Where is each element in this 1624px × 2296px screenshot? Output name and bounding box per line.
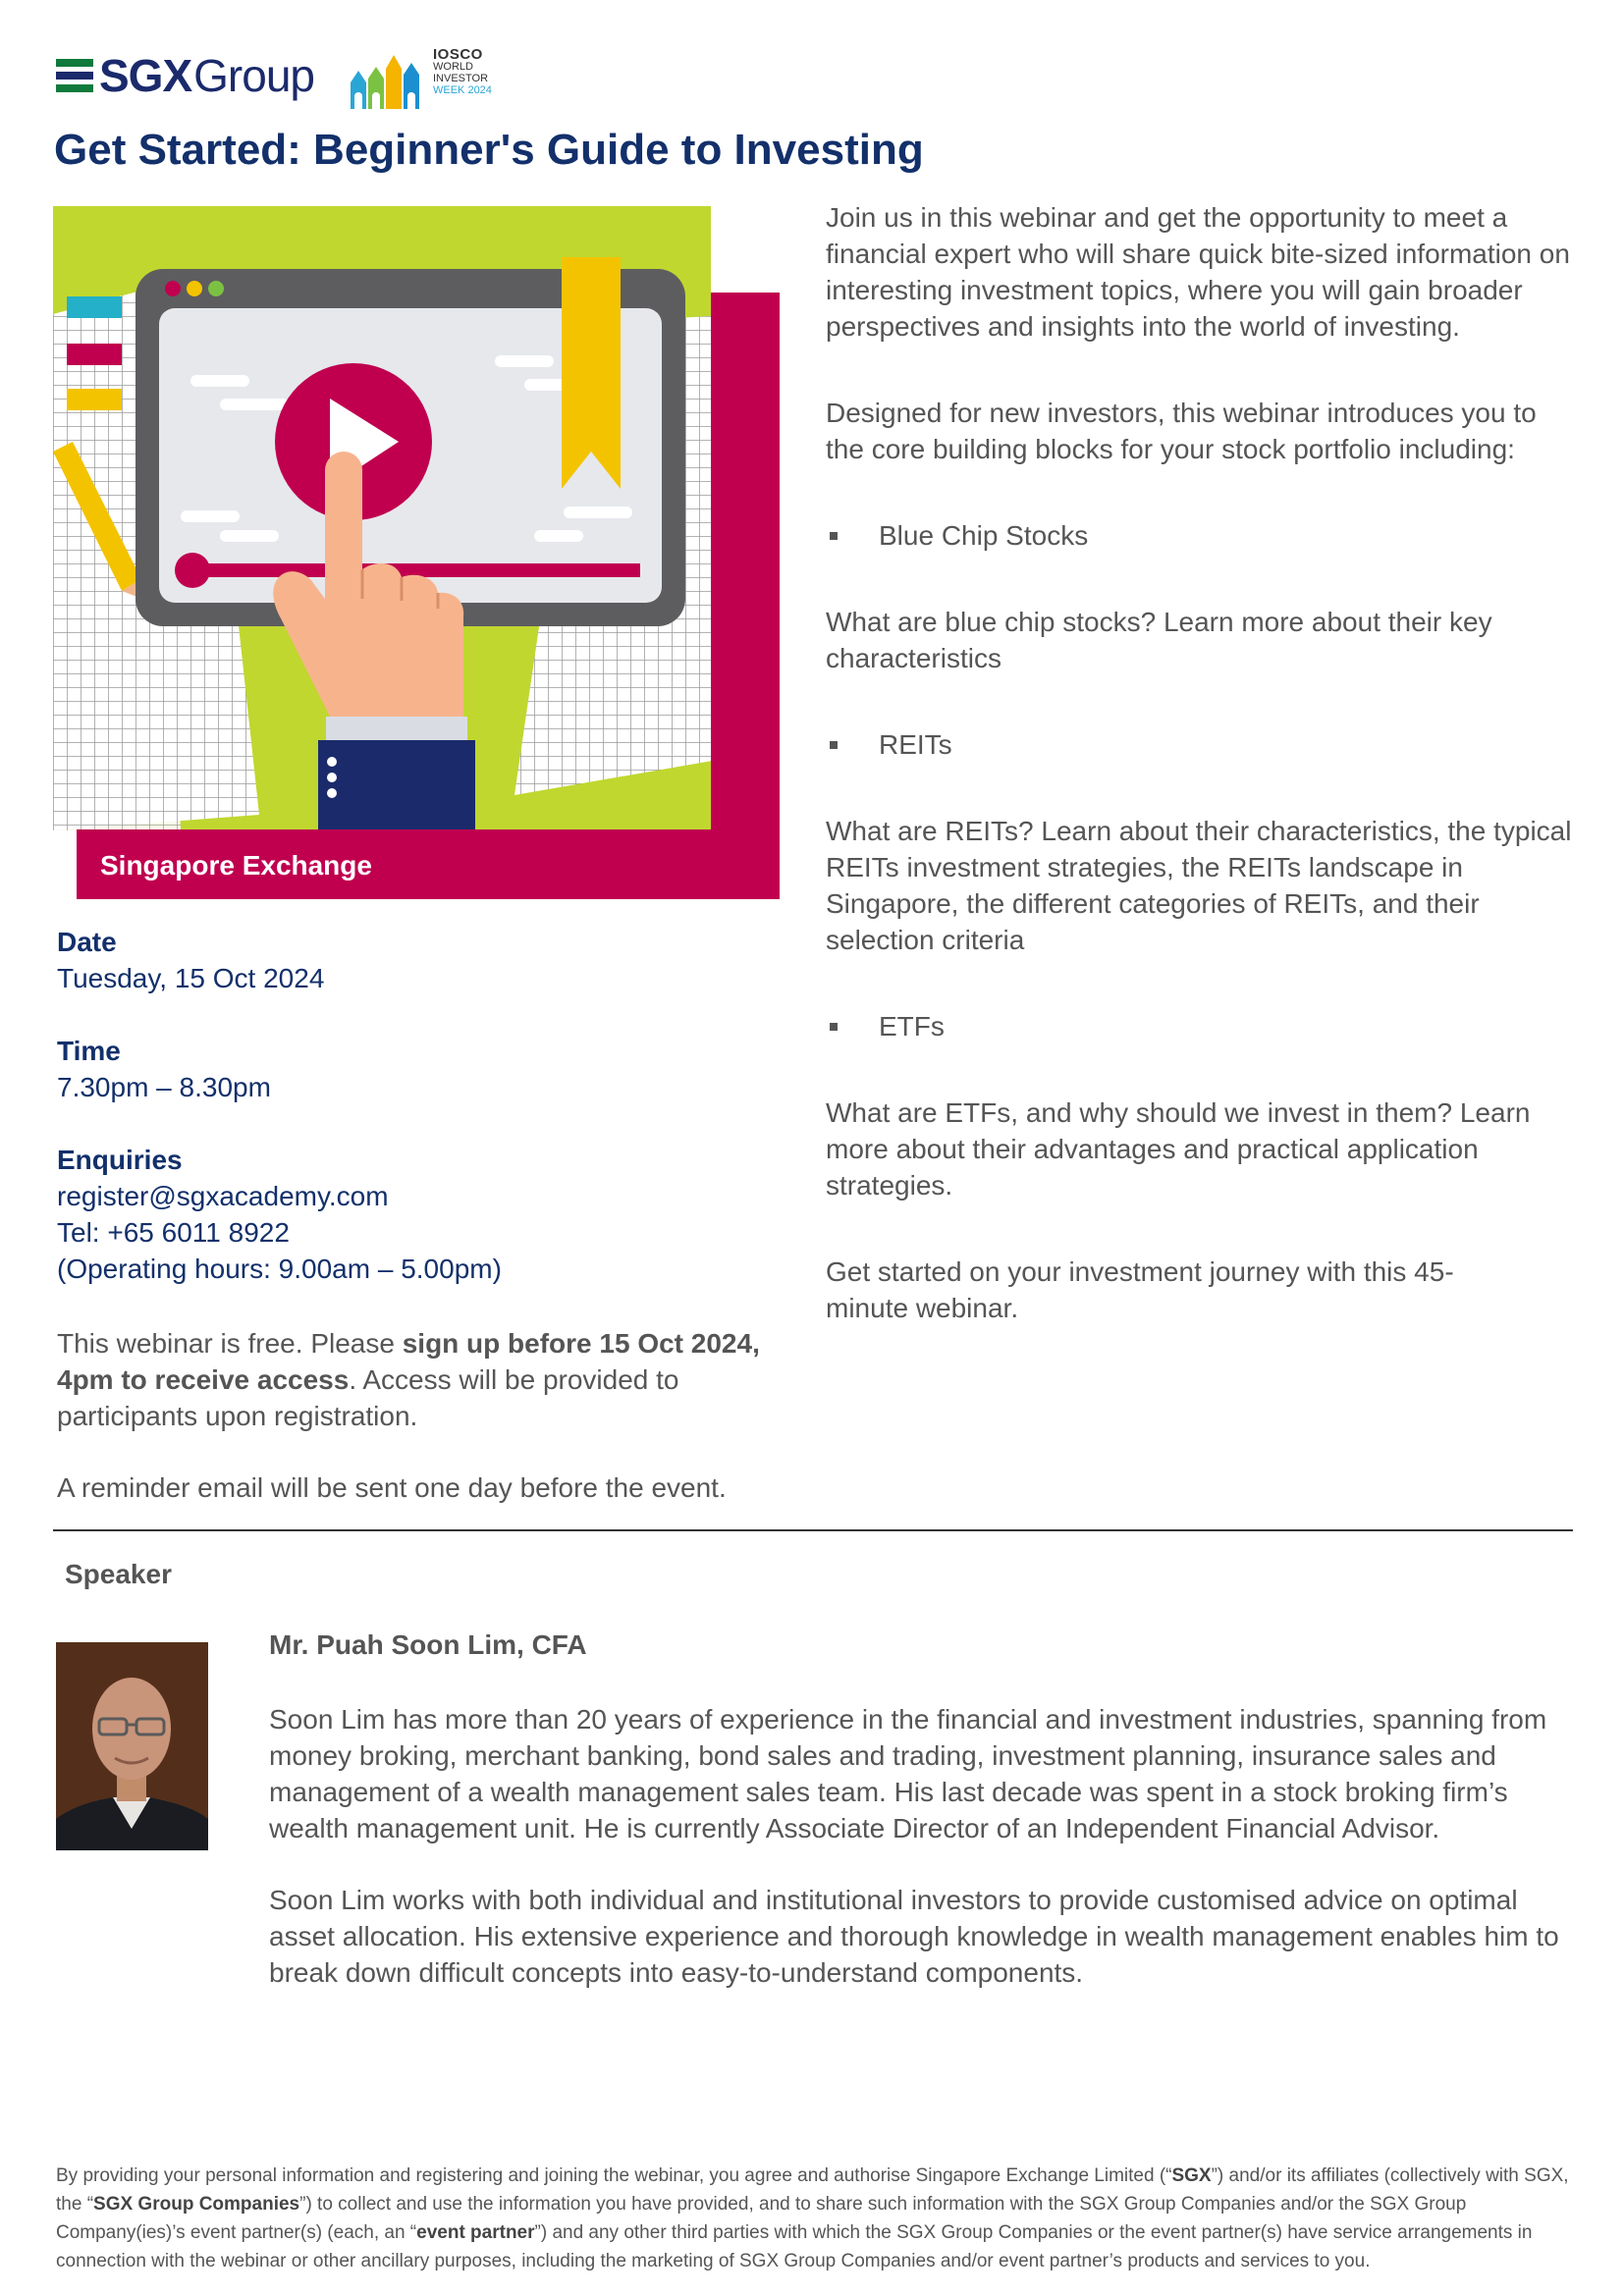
speaker-name: Mr. Puah Soon Lim, CFA	[269, 1629, 587, 1660]
pencils-icon	[347, 35, 431, 114]
enquiries-tel: Tel: +65 6011 8922	[57, 1217, 290, 1248]
bullet-square-icon	[830, 1023, 838, 1031]
hero-caption-text: Singapore Exchange	[100, 850, 372, 881]
time-label: Time	[57, 1036, 121, 1066]
topic-text: What are ETFs, and why should we invest in them? Learn more about their advantages and practical application strategies.	[826, 1097, 1531, 1201]
intro-paragraph: Join us in this webinar and get the opportunity to meet a financial expert who will share quick bite-sized information on interesting investment topics, where you will gain broader perspectives and insights into the world of investing.	[826, 202, 1570, 342]
reminder-note: A reminder email will be sent one day before the event.	[57, 1472, 727, 1503]
topic-title: ETFs	[879, 1011, 945, 1041]
hero-caption-banner	[77, 829, 780, 899]
iosco-logo-text: IOSCO WORLD INVESTOR WEEK 2024	[433, 46, 492, 96]
privacy-disclaimer: By providing your personal information and registering and joining the webinar, you agree and authorise Singapore Exchange Limited (“SGX”) and/or its affiliates (collectively with SGX, the “SGX Group Companies”) to collect and use the information you have provided, and to share such information with the SGX Group Companies and/or the SGX Group Company(ies)’s event partner(s) (each, an “event partner”) and any other third parties with which the SGX Group Companies or the event partner(s) have service arrangements in connection with the webinar or other ancillary purposes, including the marketing of SGX Group Companies and/or event partner’s products and services to you.	[56, 2165, 1569, 2271]
topic-bullet	[826, 1008, 1572, 1044]
time-value: 7.30pm – 8.30pm	[57, 1072, 271, 1102]
topic-bullet	[826, 517, 1572, 554]
video-play-illustration	[53, 206, 780, 899]
bullet-square-icon	[830, 741, 838, 749]
bullet-square-icon	[830, 532, 838, 540]
designed-paragraph: Designed for new investors, this webinar introduces you to the core building blocks for your stock portfolio including:	[826, 398, 1537, 464]
iosco-world-investor-week-logo	[347, 35, 494, 114]
group-logo-text: Group	[193, 50, 315, 101]
registration-note: This webinar is free. Please sign up before 15 Oct 2024, 4pm to receive access. Access will be provided to participants upon registration.	[57, 1328, 760, 1431]
closing-paragraph: Get started on your investment journey with this 45-minute webinar.	[826, 1256, 1454, 1323]
speaker-portrait	[56, 1642, 208, 1850]
page-title: Get Started: Beginner's Guide to Investing	[54, 126, 924, 174]
enquiries-email[interactable]: register@sgxacademy.com	[57, 1181, 389, 1211]
topic-bullet	[826, 726, 1572, 763]
topic-text: What are blue chip stocks? Learn more about their key characteristics	[826, 607, 1492, 673]
speaker-bio-paragraph: Soon Lim works with both individual and institutional investors to provide customised advice on optimal asset allocation. His extensive experience and thorough knowledge in wealth management enables him to break down difficult concepts into easy-to-understand components.	[269, 1885, 1559, 1988]
speaker-heading: Speaker	[65, 1559, 172, 1589]
topic-title: Blue Chip Stocks	[879, 520, 1089, 551]
sgx-logo-text: SGX	[99, 50, 192, 101]
signup-deadline: sign up before 15 Oct 2024, 4pm to receive access	[57, 1328, 760, 1395]
hero-illustration	[53, 206, 780, 899]
date-value: Tuesday, 15 Oct 2024	[57, 963, 325, 993]
enquiries-label: Enquiries	[57, 1145, 183, 1175]
topic-title: REITs	[879, 729, 952, 760]
date-label: Date	[57, 927, 117, 957]
webinar-description	[826, 199, 1572, 1326]
section-divider	[53, 1529, 1573, 1531]
speaker-photo	[56, 1642, 208, 1850]
sgx-group-logo	[56, 51, 314, 100]
enquiries-hours: (Operating hours: 9.00am – 5.00pm)	[57, 1254, 502, 1284]
speaker-bio-paragraph: Soon Lim has more than 20 years of experience in the financial and investment industries, spanning from money broking, merchant banking, bond sales and trading, investment planning, insurance sales and management of a wealth management sales team. His last decade was spent in a stock broking firm’s wealth management unit. He is currently Associate Director of an Independent Financial Advisor.	[269, 1704, 1547, 1843]
sgx-bars-icon	[56, 59, 93, 92]
topic-text: What are REITs? Learn about their characteristics, the typical REITs investment strategies, the REITs landscape in Singapore, the different categories of REITs, and their selection criteria	[826, 816, 1572, 955]
